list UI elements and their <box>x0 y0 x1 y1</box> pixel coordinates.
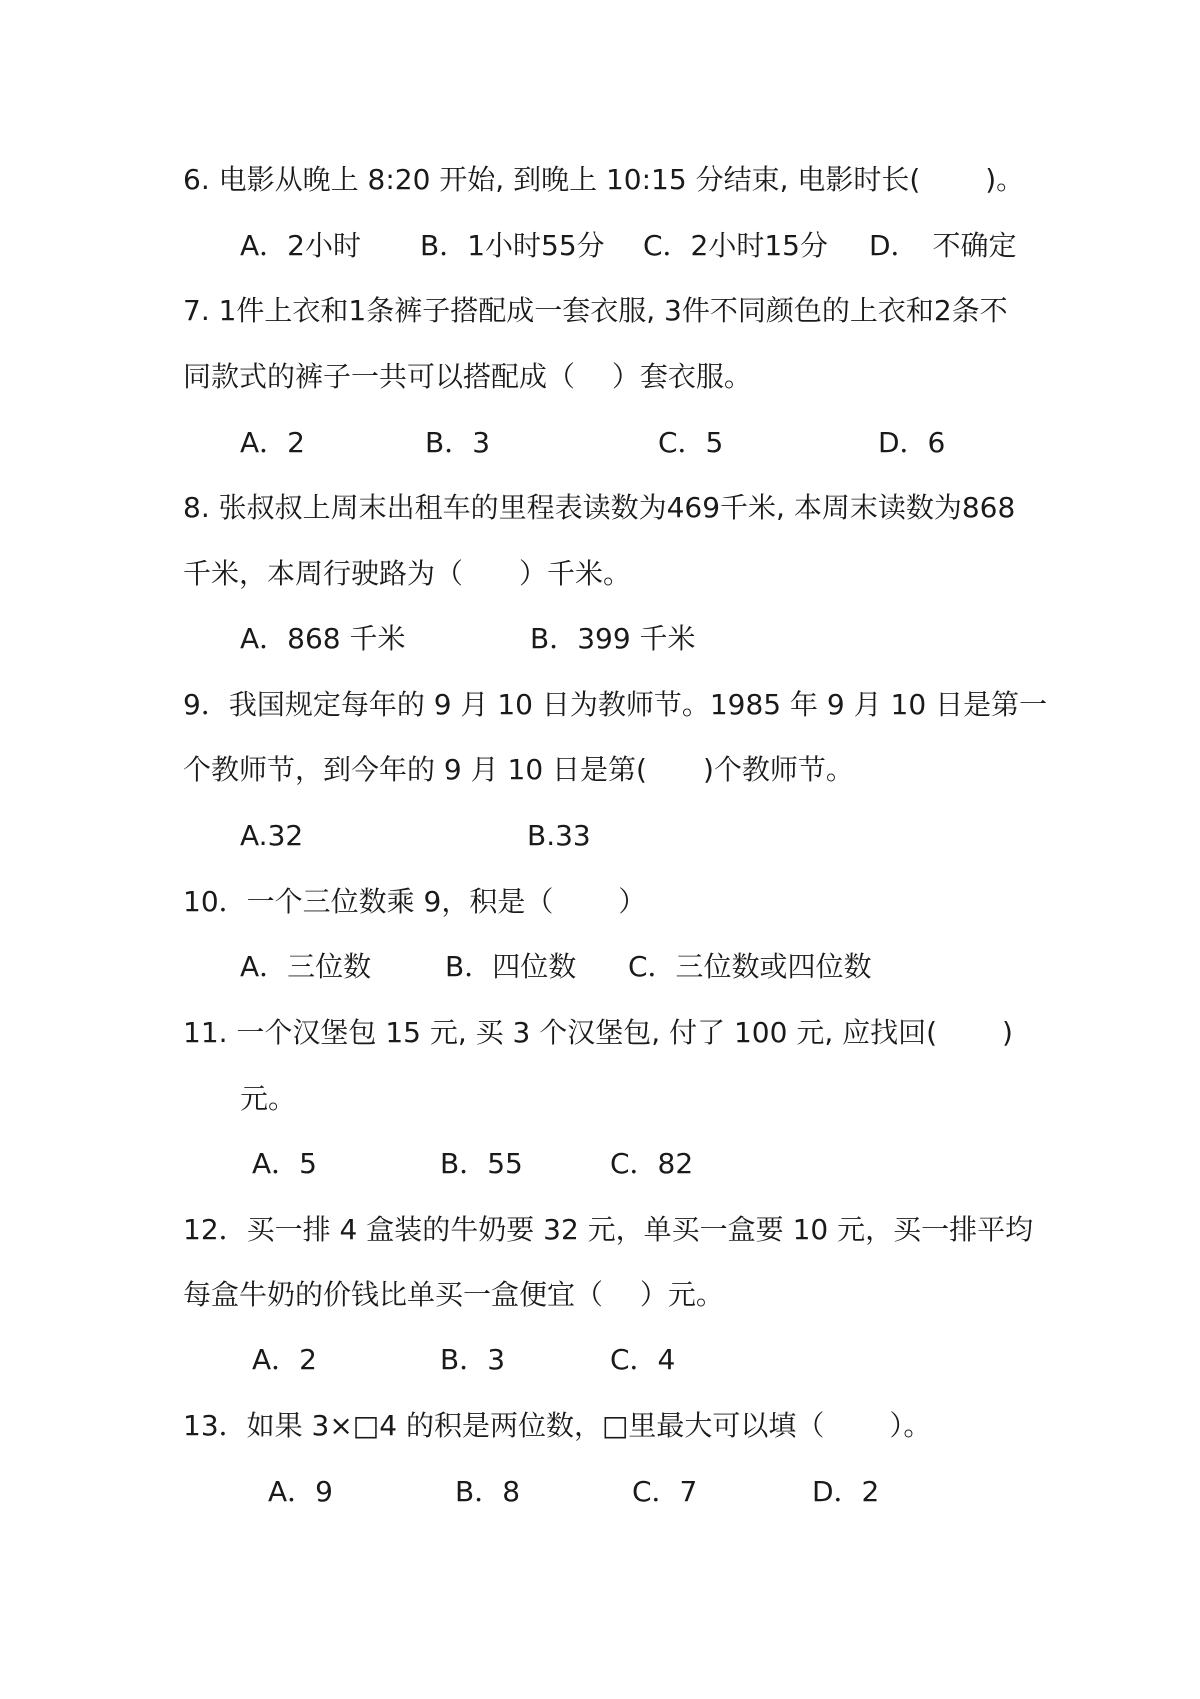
question-10-text: 10．一个三位数乘 9，积是（ ） <box>183 885 647 918</box>
question-12-option-c: C．4 <box>610 1343 676 1376</box>
question-7-option-d: D．6 <box>878 426 946 459</box>
question-10-option-a: A．三位数 <box>240 950 372 983</box>
question-8-text-line-2: 千米，本周行驶路为（ ）千米。 <box>183 557 632 590</box>
question-7-text-line-1: 7. 1件上衣和1条裤子搭配成一套衣服, 3件不同颜色的上衣和2条不 <box>183 294 1008 327</box>
question-10-option-c: C．三位数或四位数 <box>628 950 872 983</box>
question-6-option-a: A．2小时 <box>240 229 361 262</box>
question-8-text-line-1: 8. 张叔叔上周末出租车的里程表读数为469千米, 本周末读数为868 <box>183 491 1016 524</box>
question-11-text-line-2: 元。 <box>240 1082 297 1115</box>
question-9-option-b: B.33 <box>527 819 591 852</box>
question-13-text: 13．如果 3×□4 的积是两位数，□里最大可以填（ ）。 <box>183 1409 932 1442</box>
question-6-option-d: D． 不确定 <box>869 229 1017 262</box>
question-8-option-a: A．868 千米 <box>240 622 406 655</box>
question-13-option-c: C．7 <box>632 1475 698 1508</box>
question-12-option-a: A．2 <box>252 1343 317 1376</box>
question-13-option-b: B．8 <box>455 1475 521 1508</box>
question-11-option-c: C．82 <box>610 1147 694 1180</box>
question-12-text-line-2: 每盒牛奶的价钱比单买一盒便宜（ ）元。 <box>183 1278 724 1311</box>
question-7-text-line-2: 同款式的裤子一共可以搭配成（ ）套衣服。 <box>183 360 752 393</box>
question-13-option-d: D．2 <box>812 1475 880 1508</box>
question-7-option-c: C．5 <box>658 426 724 459</box>
question-12-option-b: B．3 <box>440 1343 506 1376</box>
question-9-option-a: A.32 <box>240 819 304 852</box>
question-6-option-c: C．2小时15分 <box>643 229 828 262</box>
question-9-text-line-1: 9．我国规定每年的 9 月 10 日为教师节。1985 年 9 月 10 日是第一 <box>183 688 1048 721</box>
question-11-option-b: B．55 <box>440 1147 523 1180</box>
question-11-text-line-1: 11. 一个汉堡包 15 元, 买 3 个汉堡包, 付了 100 元, 应找回( ) <box>183 1016 1013 1049</box>
question-8-option-b: B．399 千米 <box>530 622 696 655</box>
question-12-text-line-1: 12．买一排 4 盒装的牛奶要 32 元，单买一盒要 10 元，买一排平均 <box>183 1213 1034 1246</box>
question-10-option-b: B．四位数 <box>445 950 577 983</box>
question-6-text: 6. 电影从晚上 8:20 开始, 到晚上 10:15 分结束, 电影时长( )。 <box>183 163 1025 196</box>
question-7-option-a: A．2 <box>240 426 305 459</box>
question-6-option-b: B．1小时55分 <box>420 229 605 262</box>
question-11-option-a: A．5 <box>252 1147 317 1180</box>
question-7-option-b: B．3 <box>425 426 491 459</box>
question-9-text-line-2: 个教师节，到今年的 9 月 10 日是第( )个教师节。 <box>183 753 854 786</box>
question-13-option-a: A．9 <box>268 1475 333 1508</box>
